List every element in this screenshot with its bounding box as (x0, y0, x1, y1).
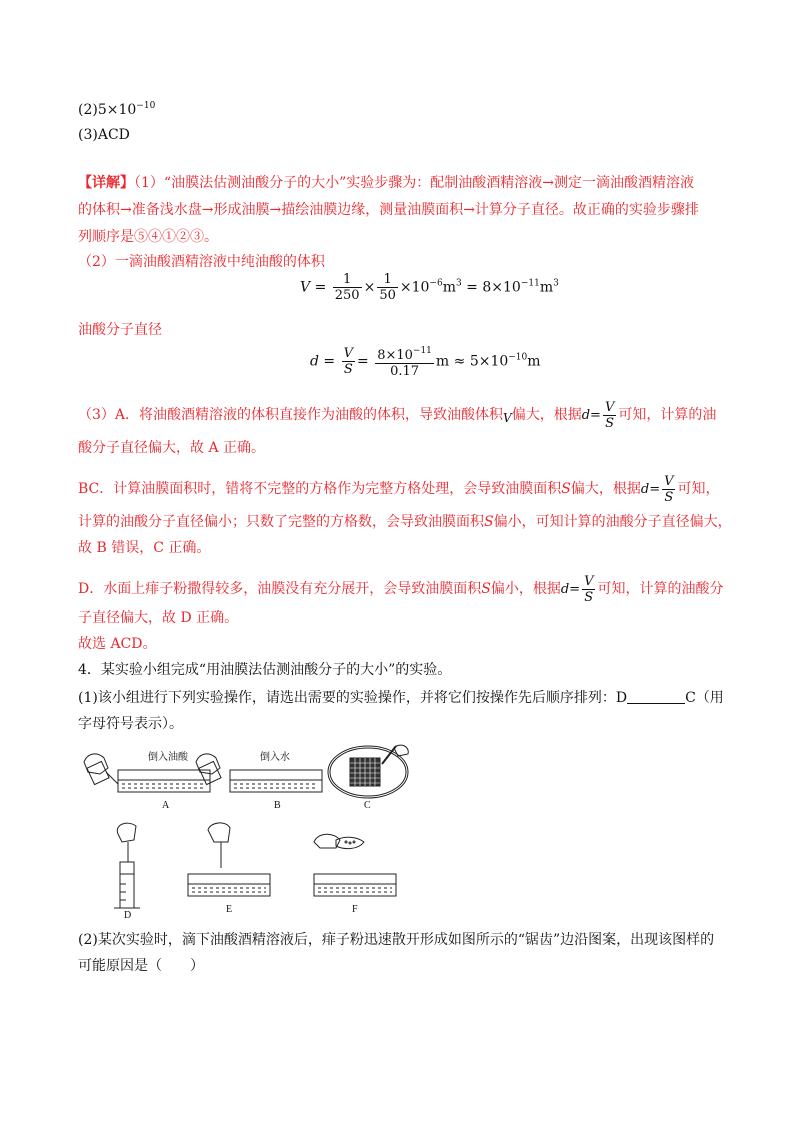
detail-p6-line2: 子直径偏大，故 D 正确。 (78, 610, 239, 626)
conclusion: 故选 ACD。 (78, 636, 157, 652)
q4-title: 4．某实验小组完成“用油膜法估测油酸分子的大小”的实验。 (78, 662, 452, 678)
detail-p1-line1: 【详解】（1）“油膜法估测油酸分子的大小”实验步骤为：配制油酸酒精溶液→测定一滴油酸酒精溶液 (78, 175, 694, 191)
answer-2: $(2)5\times 10^{-10}$ (78, 101, 156, 118)
q4-part1-line1: (1)该小组进行下列实验操作，请选出需要的实验操作，并将它们按操作先后顺序排列：D C（用 (78, 690, 724, 706)
answer-3: (3)ACD (78, 127, 130, 143)
detail-p5-line1: BC．计算油膜面积时，错将不完整的方格作为完整方格处理，会导致油膜面积S偏大，根据d= $\frac{V}{S}$ 可知， (78, 474, 720, 505)
label-d: D (124, 910, 132, 920)
detail-p5-line2: 计算的油酸分子直径偏小；只数了完整的方格数，会导致油膜面积S偏小，可知计算的油酸分子直径偏大， (78, 514, 732, 530)
experiment-figure (78, 744, 438, 920)
step-d-illustration (114, 823, 140, 908)
detail-p4-line2: 酸分子直径偏大，故 A 正确。 (78, 440, 266, 456)
detail-p5-line3: 故 B 错误，C 正确。 (78, 540, 211, 556)
detail-p3: 油酸分子直径 (78, 322, 162, 338)
step-f-illustration (314, 834, 396, 896)
step-a-text: 倒入油酸 (148, 752, 188, 763)
step-b-illustration (196, 754, 322, 792)
equation-diameter: d = $\frac{V}{S}$ = $\frac{8\times 10^{-11}}{0.17}$ $m \approx 5\times 10^{-10}m$ (310, 346, 541, 379)
step-c-illustration (328, 745, 408, 798)
step-b-text: 倒入水 (260, 752, 290, 763)
detail-p1-line2: 的体积→准备浅水盘→形成油膜→描绘油膜边缘，测量油膜面积→计算分子直径。故正确的实验步骤排 (78, 202, 699, 218)
step-a-illustration (84, 754, 210, 792)
label-b: B (274, 800, 281, 811)
answer-blank[interactable] (627, 689, 685, 704)
label-e: E (226, 904, 233, 915)
label-a: A (162, 800, 170, 811)
detail-p6-line1: D．水面上痱子粉撒得较多，油膜没有充分展开，会导致油膜面积S偏小，根据d= $\frac{V}{S}$ 可知，计算的油酸分 (78, 574, 724, 605)
step-e-illustration (188, 823, 270, 896)
detail-p4-line1: （3）A．将油酸酒精溶液的体积直接作为油酸的体积，导致油酸体积V偏大，根据d= $\frac{V}{S}$ 可知，计算的油 (78, 400, 717, 431)
equation-volume: V = $\frac{1}{250}$ × $\frac{1}{50}$ $\times 10^{-6}m^3 = 8\times 10^{-11}m^3$ (300, 272, 559, 303)
q4-part1-line2: 字母符号表示）。 (78, 716, 183, 732)
q4-part2-line1: (2)某次实验时，滴下油酸酒精溶液后，痱子粉迅速散开形成如图所示的“锯齿”边沿图案，出现该图样的 (78, 932, 715, 948)
q4-part2-line2: 可能原因是（ ） (78, 958, 204, 974)
detail-tag: 【详解】 (78, 175, 134, 191)
label-f: F (352, 904, 358, 915)
label-c: C (364, 800, 371, 811)
detail-p2: （2）一滴油酸酒精溶液中纯油酸的体积 (78, 254, 325, 270)
detail-p1-line3: 列顺序是⑤④①②③。 (78, 229, 218, 245)
